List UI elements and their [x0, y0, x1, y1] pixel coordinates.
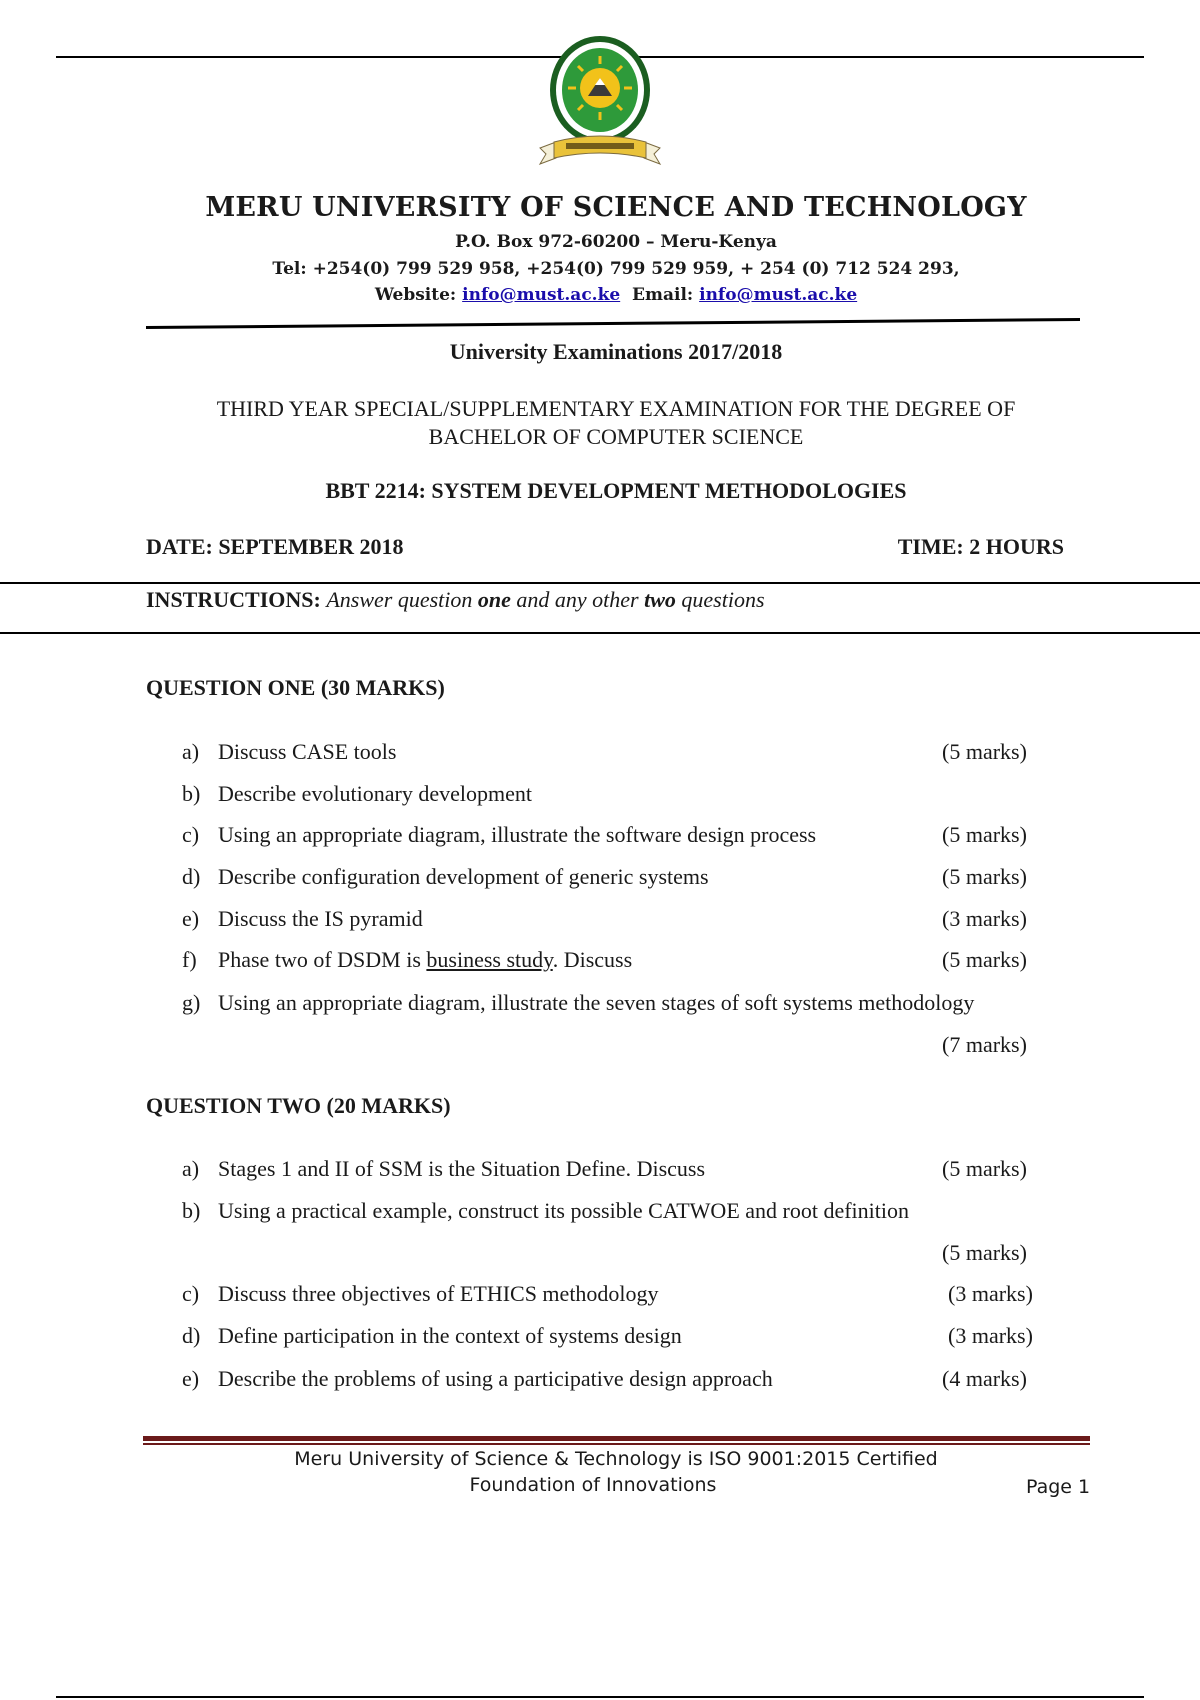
- q2-item-e: [182, 1366, 773, 1392]
- item-letter: e): [182, 1366, 200, 1391]
- q2-marks-a: (5 marks): [942, 1156, 1027, 1181]
- item-text: Using an appropriate diagram, illustrate the seven stages of soft systems methodology: [218, 990, 975, 1015]
- contact-line: [0, 285, 1200, 305]
- instructions-text-2: one: [477, 587, 511, 612]
- q1-marks-f: (5 marks): [942, 947, 1027, 972]
- degree-line-2: BACHELOR OF COMPUTER SCIENCE: [428, 424, 804, 449]
- instructions-bottom-rule: [0, 632, 1200, 634]
- q1-marks-c: (5 marks): [942, 822, 1027, 847]
- instructions-label: INSTRUCTIONS:: [146, 587, 321, 612]
- q1-marks-a: (5 marks): [942, 739, 1027, 764]
- q2-item-d: [182, 1323, 682, 1349]
- item-letter: e): [182, 906, 200, 931]
- q1-item-f: [182, 947, 632, 973]
- postal-address: P.O. Box 972-60200 – Meru-Kenya: [455, 232, 777, 252]
- item-text: Stages 1 and II of SSM is the Situation Define. Discuss: [218, 1156, 706, 1181]
- exam-time: TIME: 2 HOURS: [897, 534, 1064, 559]
- bottom-rule: [56, 1696, 1144, 1698]
- page-number: Page 1: [1026, 1476, 1091, 1498]
- item-letter: d): [182, 864, 201, 889]
- item-text: Discuss the IS pyramid: [218, 906, 423, 931]
- item-text: Describe the problems of using a participative design approach: [218, 1366, 773, 1391]
- footer-motto: Foundation of Innovations: [469, 1474, 717, 1496]
- item-letter: f): [182, 947, 197, 972]
- exam-year: University Examinations 2017/2018: [449, 339, 783, 364]
- q2-marks-b: (5 marks): [942, 1240, 1027, 1265]
- item-text-underlined: business study: [426, 947, 553, 972]
- item-text: Using an appropriate diagram, illustrate the software design process: [218, 822, 817, 847]
- item-letter: c): [182, 1281, 200, 1306]
- q2-item-a: [182, 1156, 705, 1182]
- instructions-text-4: two: [644, 587, 676, 612]
- q1-item-c: [182, 822, 816, 848]
- university-name: MERU UNIVERSITY OF SCIENCE AND TECHNOLOGY: [205, 192, 1027, 223]
- website-link[interactable]: info@must.ac.ke: [462, 285, 621, 305]
- item-text: Discuss three objectives of ETHICS methodology: [218, 1281, 659, 1306]
- instructions: [146, 587, 765, 613]
- question-two-title: QUESTION TWO (20 MARKS): [146, 1093, 451, 1118]
- instructions-top-rule: [0, 582, 1200, 584]
- email-label: Email:: [632, 285, 694, 305]
- item-letter: g): [182, 990, 201, 1015]
- item-letter: b): [182, 781, 201, 806]
- telephone-line: Tel: +254(0) 799 529 958, +254(0) 799 529 959, + 254 (0) 712 524 293,: [272, 259, 960, 279]
- q2-marks-e: (4 marks): [942, 1366, 1027, 1391]
- q1-item-a: [182, 739, 396, 765]
- item-letter: a): [182, 1156, 200, 1181]
- instructions-text-3: and any other: [516, 587, 639, 612]
- website-label: Website:: [374, 285, 457, 305]
- item-text-after: . Discuss: [552, 947, 633, 972]
- q2-item-c: [182, 1281, 659, 1307]
- footer-rule-thin: [143, 1443, 1090, 1445]
- item-letter: b): [182, 1198, 201, 1223]
- degree-line-1: THIRD YEAR SPECIAL/SUPPLEMENTARY EXAMINATION FOR THE DEGREE OF: [216, 396, 1016, 421]
- footer-rule-thick: [143, 1436, 1090, 1441]
- q2-marks-d: (3 marks): [948, 1323, 1033, 1348]
- exam-date: DATE: SEPTEMBER 2018: [146, 534, 404, 559]
- footer-certification: Meru University of Science & Technology is ISO 9001:2015 Certified: [294, 1448, 938, 1470]
- item-letter: d): [182, 1323, 201, 1348]
- instructions-text-1: Answer question: [326, 587, 473, 612]
- q1-item-d: [182, 864, 709, 890]
- item-text: Phase two of DSDM is: [218, 947, 421, 972]
- item-letter: a): [182, 739, 200, 764]
- q1-marks-d: (5 marks): [942, 864, 1027, 889]
- question-one-title: QUESTION ONE (30 MARKS): [146, 675, 445, 700]
- q1-marks-e: (3 marks): [942, 906, 1027, 931]
- header-rule: [140, 316, 1084, 330]
- course-title: BBT 2214: SYSTEM DEVELOPMENT METHODOLOGIES: [325, 478, 907, 503]
- item-text: Define participation in the context of systems design: [218, 1323, 682, 1348]
- item-letter: c): [182, 822, 200, 847]
- q1-item-b: [182, 781, 532, 807]
- email-link[interactable]: info@must.ac.ke: [699, 285, 858, 305]
- q1-item-g: [182, 990, 974, 1016]
- item-text: Discuss CASE tools: [218, 739, 397, 764]
- ribbon-icon: [540, 136, 660, 164]
- item-text: Describe configuration development of generic systems: [218, 864, 709, 889]
- item-text: Describe evolutionary development: [218, 781, 533, 806]
- q2-marks-c: (3 marks): [948, 1281, 1033, 1306]
- instructions-text-5: questions: [681, 587, 765, 612]
- q1-item-e: [182, 906, 423, 932]
- q1-marks-g: (7 marks): [942, 1032, 1027, 1057]
- item-text: Using a practical example, construct its possible CATWOE and root definition: [218, 1198, 910, 1223]
- q2-item-b: [182, 1198, 909, 1224]
- university-logo: [532, 30, 668, 176]
